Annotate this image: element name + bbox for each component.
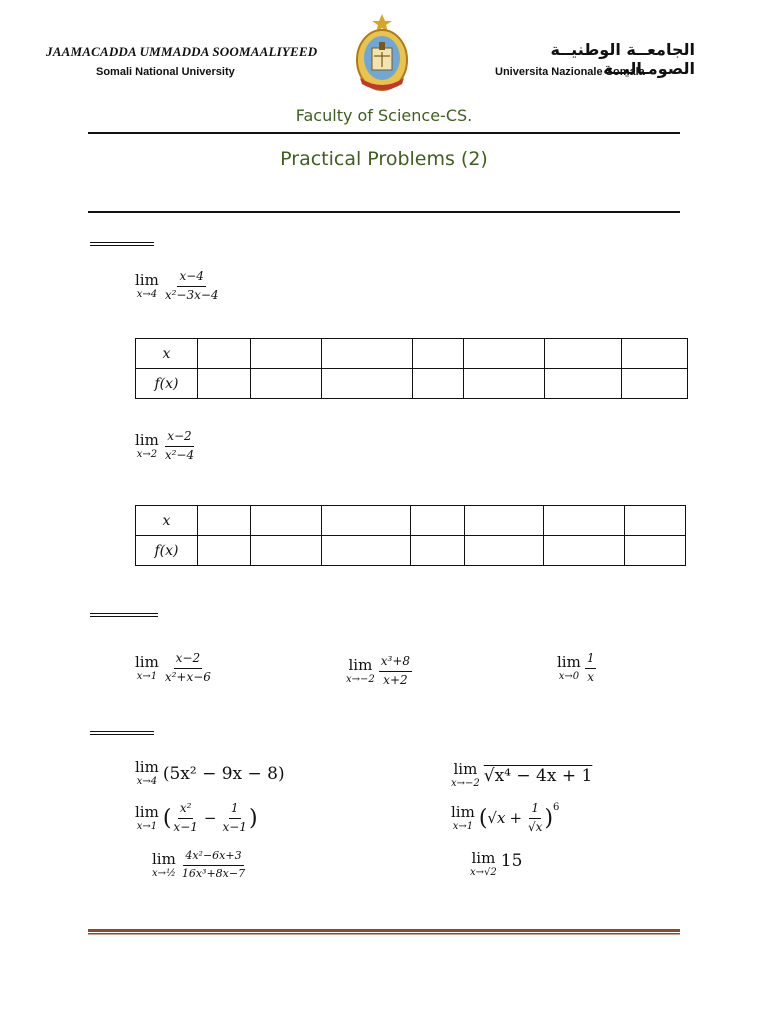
value-table-1 <box>135 338 688 399</box>
university-name-arabic: الجامعــة الوطنيــة الصومـاليــة <box>550 40 695 78</box>
university-name-italian: Universita Nazionale Somala <box>495 66 645 78</box>
section-3-limit-c: lim x→1 ( $\frac{\text{x²}}{x-1}$ − $\frac{1}{x-1}$ ) <box>135 801 258 834</box>
table-row <box>136 506 686 536</box>
table-row-label: x <box>136 339 198 369</box>
table-cell[interactable] <box>622 339 688 369</box>
table-row-label: f(x) <box>136 369 198 399</box>
problem-2-limit: lim x→2 $\frac{x-2}{\text{x²−4}}$ <box>135 429 195 462</box>
university-name-somali: JAAMACADDA UMMADDA SOOMAALIYEED <box>46 44 318 59</box>
table-row <box>136 536 686 566</box>
value-table-2 <box>135 505 686 566</box>
section-2-limit-1: lim x→1 $\frac{x-2}{\text{x²+x−6}}$ <box>135 651 211 684</box>
table-cell[interactable] <box>322 536 411 566</box>
table-row-label: f(x) <box>136 536 198 566</box>
table-cell[interactable] <box>464 339 545 369</box>
table-cell[interactable] <box>545 339 622 369</box>
footer-divider <box>88 929 680 935</box>
table-row <box>136 339 688 369</box>
table-cell[interactable] <box>322 339 413 369</box>
university-seal-icon <box>352 12 412 94</box>
table-cell[interactable] <box>545 369 622 399</box>
page-title: Practical Problems (2) <box>280 148 488 170</box>
section-2-limit-3: lim x→0 $\frac{1}{x}$ <box>557 651 595 684</box>
table-cell[interactable] <box>322 369 413 399</box>
table-cell[interactable] <box>413 339 464 369</box>
section-3-limit-d: lim x→1 ( √x + $\frac{1}{√x}$ ) $^6$ <box>451 801 560 834</box>
table-cell[interactable] <box>622 369 688 399</box>
university-name-english: Somali National University <box>96 66 235 78</box>
table-cell[interactable] <box>625 536 686 566</box>
section-3-limit-e: lim x→½ $\frac{\text{4x²−6x+3}}{\text{16x³+8x−7}}$ <box>152 849 246 880</box>
table-cell[interactable] <box>464 369 545 399</box>
top-divider <box>88 132 680 134</box>
table-cell[interactable] <box>465 536 544 566</box>
table-row-label: x <box>136 506 198 536</box>
section-1-marker <box>90 242 154 246</box>
table-cell[interactable] <box>251 339 322 369</box>
problem-1-limit: lim x→4 $\frac{x-4}{\text{x²−3x−4}}$ <box>135 269 219 302</box>
title-divider <box>88 211 680 213</box>
table-cell[interactable] <box>198 536 251 566</box>
section-3-limit-f: lim x→√2 15 <box>470 849 523 878</box>
section-3-marker <box>90 731 154 735</box>
table-cell[interactable] <box>411 506 465 536</box>
table-cell[interactable] <box>465 506 544 536</box>
table-cell[interactable] <box>411 536 465 566</box>
table-cell[interactable] <box>198 506 251 536</box>
table-cell[interactable] <box>251 369 322 399</box>
table-row <box>136 369 688 399</box>
section-2-limit-2: lim x→−2 $\frac{\text{x³+8}}{x+2}$ <box>346 654 411 687</box>
table-cell[interactable] <box>251 536 322 566</box>
section-3-limit-a: lim x→4 (5x² − 9x − 8) <box>135 758 285 787</box>
table-cell[interactable] <box>544 506 625 536</box>
table-cell[interactable] <box>413 369 464 399</box>
table-cell[interactable] <box>198 369 251 399</box>
table-cell[interactable] <box>251 506 322 536</box>
section-3-limit-b: lim x→−2 √x⁴ − 4x + 1 <box>451 760 593 789</box>
table-cell[interactable] <box>198 339 251 369</box>
section-2-marker <box>90 613 158 617</box>
table-cell[interactable] <box>544 536 625 566</box>
faculty-heading: Faculty of Science-CS. <box>295 106 473 125</box>
table-cell[interactable] <box>322 506 411 536</box>
table-cell[interactable] <box>625 506 686 536</box>
